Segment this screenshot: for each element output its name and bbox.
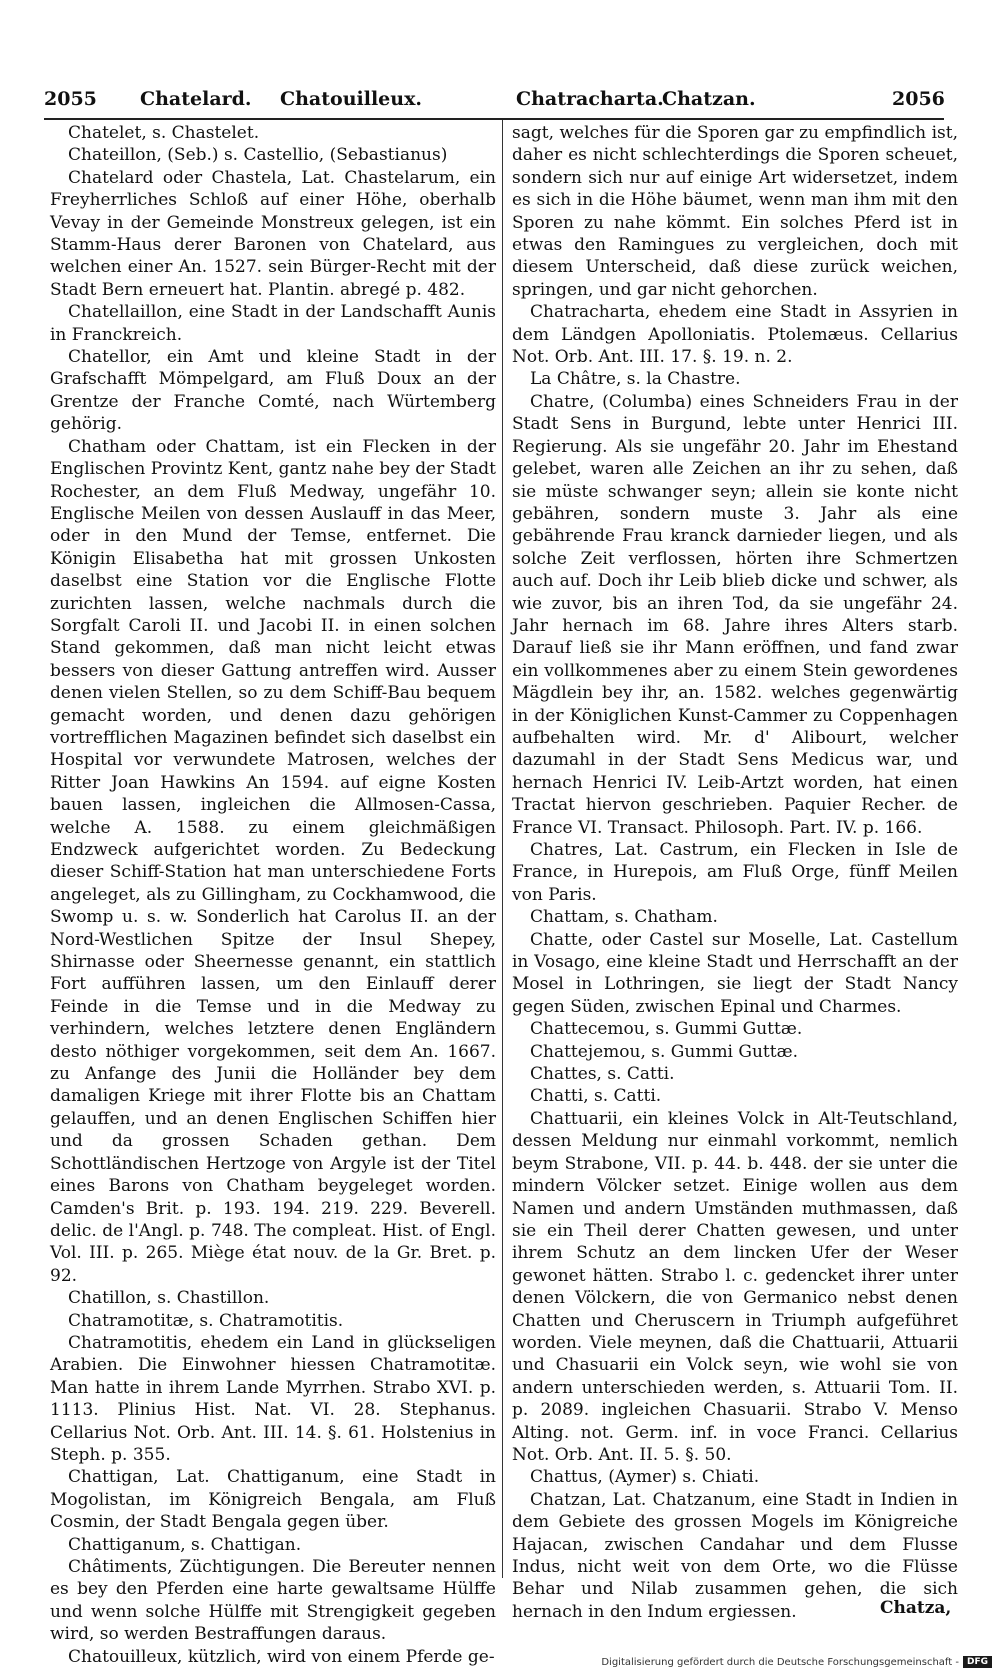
entry-chattuarii: Chattuarii, ein kleines Volck in Alt-Teutschland, dessen Meldung nur einmahl vorkommt, nemlich beym Strabone, VII. p. 44. b. 448. der sie unter die mindern Völcker setzet. Einige wollen aus dem Namen und andern Umständen muthmassen, daß sie ein Theil derer Chatten gewesen, und unter ihrem Schutz an dem lincken Ufer der Weser gewonet hätten. Strabo l. c. gedencket ihrer unter denen Völckern, die von Germanico nebst denen Chatten und Cheruscern in Triumph aufgeführet worden. Viele meynen, daß die Chattuarii, Attuarii und Chasuarii ein Volck seyn, wie wohl sie von andern unterschieden werden, s. Attuarii Tom. II. p. 2089. ingleichen Chasuarii. Strabo V. Menso Alting. not. Germ. inf. in voce Franci. Cellarius Not. Orb. Ant. II. 5. §. 50.: [512, 1108, 958, 1465]
entry-chatramotitae: Chatramotitæ, s. Chatramotitis.: [68, 1310, 344, 1331]
entry-chatte: Chatte, oder Castel sur Moselle, Lat. Castellum in Vosago, eine kleine Stadt und Herrschafft an der Mosel in Lothringen, sie liegt der Stadt Nancy gegen Süden, zwischen Epinal und Charmes.: [512, 929, 958, 1017]
entry-chatillon: Chatillon, s. Chastillon.: [68, 1288, 270, 1309]
digitization-footer: [601, 1656, 992, 1668]
entry-chattam: Chattam, s. Chatham.: [530, 907, 718, 928]
header-word-right-1: Chatracharta.: [516, 88, 664, 110]
entry-chattiganum: Chattiganum, s. Chattigan.: [68, 1534, 302, 1555]
page-number-left: 2055: [44, 88, 97, 110]
entry-chatres: Chatres, Lat. Castrum, ein Flecken in Isle de France, in Hurepois, am Fluß Orge, fünff Meilen von Paris.: [512, 840, 958, 905]
entry-chattejemou: Chattejemou, s. Gummi Guttæ.: [530, 1041, 798, 1062]
footer-credit-text: Digitalisierung gefördert durch die Deutsche Forschungsgemeinschaft -: [601, 1656, 959, 1668]
entry-chatiments: Châtiments, Züchtigungen. Die Bereuter nennen es bey den Pferden eine harte gewaltsame Hülffe und wenn solche Hülffe mit Strengigkeit gegeben wird, so werden Bestraffungen daraus.: [50, 1557, 496, 1645]
entry-chatouilleux-continued: sagt, welches für die Sporen gar zu empfindlich ist, daher es nicht schlechterdings die Sporen scheuet, sondern sich nur auf einige Art widersetzet, indem es sich in die Höhe bäumet, wenn man ihm mit den Sporen zu nahe kömmt. Ein solches Pferd ist in etwas den Ramingues zu vergleichen, doch mit diesem Unterscheid, daß diese zurück weichen, springen, und gar nicht gehorchen.: [512, 123, 958, 300]
entry-chattus: Chattus, (Aymer) s. Chiati.: [530, 1467, 760, 1488]
header-word-right-2: Chatzan.: [662, 88, 756, 110]
header-word-left-2: Chatouilleux.: [280, 88, 423, 110]
entry-chatelet: Chatelet, s. Chastelet.: [68, 123, 260, 143]
entry-chatham: Chatham oder Chattam, ist ein Flecken in der Englischen Provintz Kent, gantz nahe bey der Stadt Rochester, an dem Fluß Medway, ungefähr 10. Englische Meilen von dessen Auslauff in das Meer, oder in den Mund der Temse, entfernet. Die Königin Elisabetha hat mit grossen Unkosten daselbst eine Station vor die Englische Flotte zurichten lassen, welche nachmals durch die Sorgfalt Caroli II. und Jacobi II. in einen solchen Stand gekommen, daß man nicht leicht etwas bessers von dieser Gattung antreffen wird. Ausser denen vielen Stellen, so zu dem Schiff-Bau bequem gemacht worden, und denen dazu gehörigen vortrefflichen Magazinen befindet sich daselbst ein Hospital vor verwundete Matrosen, welches der Ritter Joan Hawkins An 1594. auf eigne Kosten bauen lassen, ingleichen die Allmosen-Cassa, welche A. 1588. zu einem gleichmäßigen Endzweck aufgerichtet worden. Zu Bedeckung dieser Schiff-Station hat man unterschiedene Forts angeleget, als zu Gillingham, zu Cockhamwood, die Swomp u. s. w. Sonderlich hat Carolus II. an der Nord-Westlichen Spitze der Insul Shepey, Shirnasse oder Sheernesse genannt, ein stattlich Fort aufführen lassen, um den Einlauff derer Feinde in die Temse und in die Medway zu verhindern, welches letztere denen Engländern desto nöthiger vorgekommen, seit dem An. 1667. zu Anfange des Junii die Holländer bey dem damaligen Kriege mit ihrer Flotte bis an Chattam gelauffen, und an denen Englischen Schiffen hier und da grossen Schaden gethan. Dem Schottländischen Hertzoge von Argyle ist der Titel eines Barons von Chatham beygeleget worden. Camden's Brit. p. 193. 194. 219. 229. Beverell. delic. de l'Angl. p. 748. The compleat. Hist. of Engl. Vol. III. p. 265. Miège état nouv. de la Gr. Bret. p. 92.: [50, 436, 497, 1286]
entry-chatelard: Chatelard oder Chastela, Lat. Chastelarum, ein Freyherrliches Schloß auf einer Höhe, oberhalb Vevay in der Gemeinde Monstreux gelegen, ist ein Stamm-Haus derer Baronen von Chatelard, aus welchen einer An. 1527. sein Bürger-Recht mit der Stadt Bern erneuert hat. Plantin. abregé p. 482.: [50, 167, 496, 300]
entry-chatzan: Chatzan, Lat. Chatzanum, eine Stadt in Indien in dem Gebiete des grossen Mogels im Königreiche Hajacan, zwischen Candahar und dem Flusse Indus, nicht weit von dem Orte, wo die Flüsse Behar und Nilab zusammen gehen, die sich hernach in den Indum ergiessen.: [512, 1489, 958, 1622]
entry-chattecemou: Chattecemou, s. Gummi Guttæ.: [530, 1019, 803, 1040]
entry-chateillon: Chateillon, (Seb.) s. Castellio, (Sebastianus): [68, 145, 448, 166]
entry-chatellor: Chatellor, ein Amt und kleine Stadt in der Grafschafft Mömpelgard, am Fluß Doux an der Grentze der Franche Comté, nach Würtemberg gehörig.: [50, 347, 496, 435]
entry-chatramotitis: Chatramotitis, ehedem ein Land in glückseligen Arabien. Die Einwohner hiessen Chatramotitæ. Man hatte in ihrem Lande Myrrhen. Strabo XVI. p. 1113. Plinius Hist. Nat. VI. 28. Stephanus. Cellarius Not. Orb. Ant. III. 14. §. 61. Holstenius in Steph. p. 355.: [50, 1332, 496, 1465]
catchword: Chatza,: [880, 1598, 952, 1618]
page-number-right: 2056: [892, 88, 945, 110]
header-rule: [44, 118, 944, 120]
entry-chatellaillon: Chatellaillon, eine Stadt in der Landschafft Aunis in Franckreich.: [50, 302, 496, 345]
column-divider: [502, 120, 503, 1578]
entry-chatre: Chatre, (Columba) eines Schneiders Frau in der Stadt Sens in Burgund, lebte unter Henrici III. Regierung. Als sie ungefähr 20. Jahr im Ehestand gelebet, waren alle Zeichen an ihr zu sehen, daß sie müste schwanger seyn; allein sie konte nicht gebähren, sondern muste 3. Jahr als eine gebährende Frau kranck darnieder liegen, und als solche Zeit verflossen, hörten ihre Schmertzen auch auf. Doch ihr Leib blieb dicke und schwer, als wie zuvor, bis an ihren Tod, da sie ungefähr 24. Jahr hernach im 68. Jahre ihres Alters starb. Darauf ließ sie ihr Mann eröffnen, und fand zwar ein vollkommenes aber zu einem Stein gewordenes Mägdlein bey ihr, an. 1582. welches gegenwärtig in der Königlichen Kunst-Cammer zu Coppenhagen aufbehalten wird. Mr. d' Alibourt, welcher dazumahl in der Stadt Sens Medicus war, und hernach Henrici IV. Leib-Artzt worden, hat einen Tractat hiervon geschrieben. Paquier Recher. de France VI. Transact. Philosoph. Part. IV. p. 166.: [512, 391, 958, 838]
entry-la-chatre: La Châtre, s. la Chastre.: [530, 369, 741, 390]
entry-chattes: Chattes, s. Catti.: [530, 1064, 675, 1085]
entry-chatouilleux: Chatouilleux, kützlich, wird von einem Pferde ge-: [68, 1646, 495, 1667]
page-header: [44, 88, 944, 118]
header-word-left-1: Chatelard.: [140, 88, 252, 110]
right-column: [512, 122, 958, 1622]
entry-chatti: Chatti, s. Catti.: [530, 1086, 662, 1107]
entry-chattigan: Chattigan, Lat. Chattiganum, eine Stadt in Mogolistan, im Königreich Bengala, am Fluß Cosmin, der Stadt Bengala gegen über.: [50, 1467, 496, 1533]
entry-chatracharta: Chatracharta, ehedem eine Stadt in Assyrien in dem Ländgen Apolloniatis. Ptolemæus. Cellarius Not. Orb. Ant. III. 17. §. 19. n. 2.: [512, 302, 958, 368]
left-column: [50, 122, 497, 1667]
dfg-logo: DFG: [963, 1656, 992, 1668]
